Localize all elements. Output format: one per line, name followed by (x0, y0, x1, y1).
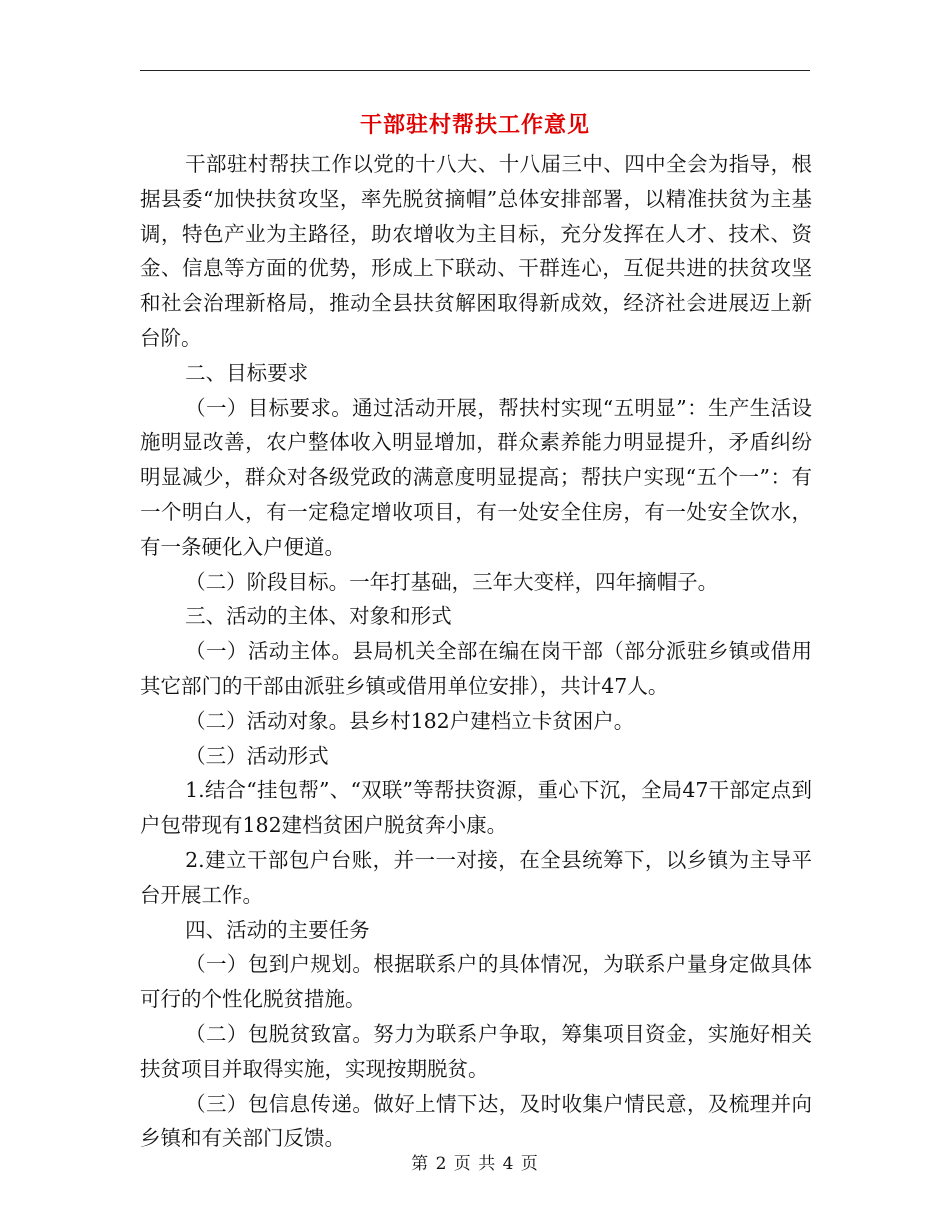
paragraph-task-information: （三）包信息传递。做好上情下达，及时收集户情民意，及梳理并向乡镇和有关部门反馈。 (140, 1091, 812, 1151)
section-heading-tasks: 四、活动的主要任务 (185, 917, 370, 942)
paragraph-task-planning: （一）包到户规划。根据联系户的具体情况，为联系户量身定做具体可行的个性化脱贫措施。 (140, 952, 812, 1012)
document-body (140, 147, 812, 1156)
section-heading-activity: 三、活动的主体、对象和形式 (185, 604, 452, 629)
section-heading-goals: 二、目标要求 (185, 360, 309, 385)
list-item-2: 2.建立干部包户台账，并一一对接，在全县统筹下，以乡镇为主导平台开展工作。 (140, 847, 812, 907)
paragraph-activity-object: （二）活动对象。县乡村182户建档立卡贫困户。 (185, 708, 635, 733)
paragraph-goal-requirements: （一）目标要求。通过活动开展，帮扶村实现“五明显”：生产生活设施明显改善，农户整体收入明显增加，群众素养能力明显提升，矛盾纠纷明显减少，群众对各级党政的满意度明显提高；帮扶户实现“五个一”：有一个明白人，有一定稳定增收项目，有一处安全住房，有一处安全饮水，有一条硬化入户便道。 (140, 395, 812, 559)
document-title: 干部驻村帮扶工作意见 (359, 112, 590, 138)
intro-paragraph: 干部驻村帮扶工作以党的十八大、十八届三中、四中全会为指导，根据县委“加快扶贫攻坚，率先脱贫摘帽”总体安排部署，以精准扶贫为主基调，特色产业为主路径，助农增收为主目标，充分发挥在人才、技术、资金、信息等方面的优势，形成上下联动、干群连心，互促共进的扶贫攻坚和社会治理新格局，推动全县扶贫解困取得新成效，经济社会进展迈上新台阶。 (140, 152, 812, 350)
header-rule (140, 70, 810, 71)
paragraph-activity-subject: （一）活动主体。县局机关全部在编在岗干部（部分派驻乡镇或借用其它部门的干部由派驻乡镇或借用单位安排），共计47人。 (140, 639, 812, 698)
list-item-1: 1.结合“挂包帮”、“双联”等帮扶资源，重心下沉，全局47干部定点到户包带现有182建档贫困户脱贫奔小康。 (140, 778, 812, 838)
paragraph-stage-goals: （二）阶段目标。一年打基础，三年大变样，四年摘帽子。 (185, 569, 719, 594)
paragraph-activity-form: （三）活动形式 (185, 743, 329, 768)
paragraph-task-prosperity: （二）包脱贫致富。努力为联系户争取，筹集项目资金，实施好相关扶贫项目并取得实施，实现按期脱贫。 (140, 1021, 812, 1081)
page-number: 第 2 页 共 4 页 (411, 1154, 539, 1174)
